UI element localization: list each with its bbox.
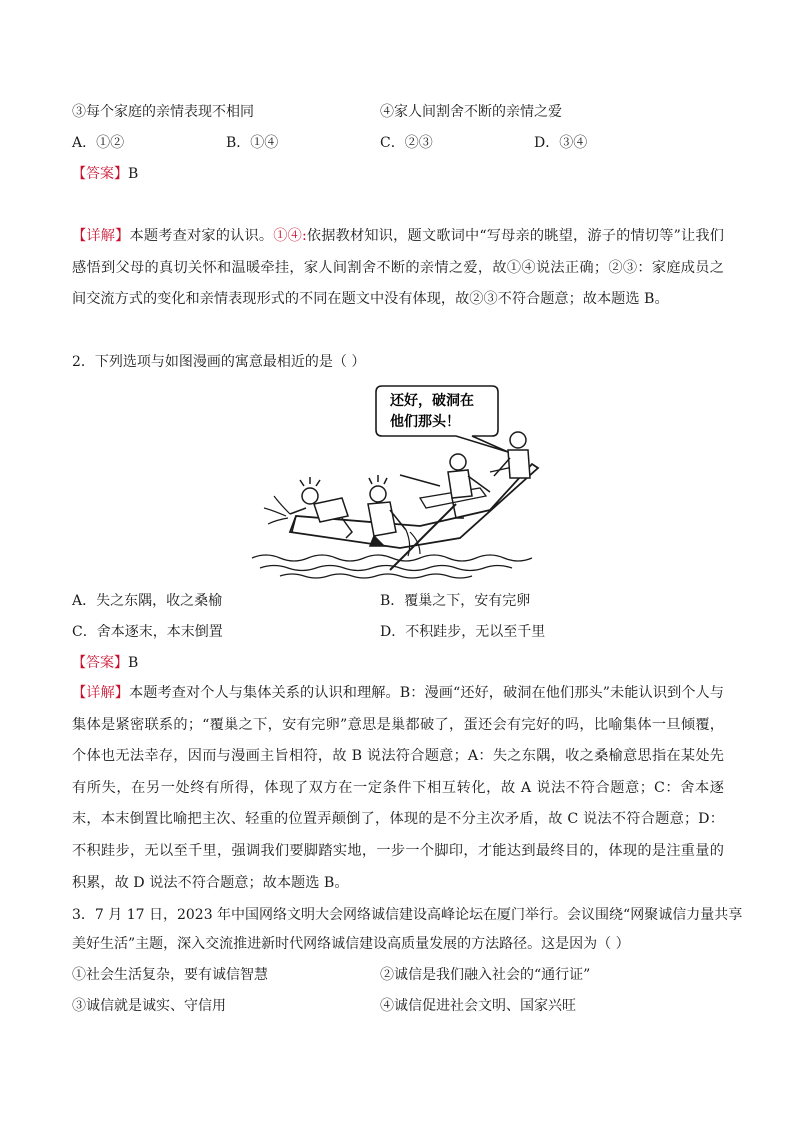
q2-stem: 2．下列选项与如图漫画的寓意最相近的是（ ） (72, 354, 366, 370)
q3-option-3: ③诚信就是诚实、守信用 (72, 998, 226, 1014)
detail-rest: 依据教材知识，题文歌词中“写母亲的眺望，游子的情切等”让我们感悟到父母的真切关怀和温暖牵挂，家人间割舍不断的亲情之爱，故①④说法正确；②③：家庭成员之间交流方式的变化和亲情表现形式的不同在题文中没有体现，故②③不符合题意；故本题选 B。 (72, 228, 724, 308)
detail-label: 【详解】 (72, 685, 129, 701)
q3-stem-line1: 3．7 月 17 日，2023 年中国网络文明大会网络诚信建设高峰论坛在厦门举行。会议围绕“网聚诚信力量共享 (72, 907, 743, 923)
person-rowing (448, 454, 490, 518)
q2-option-c: C．舍本逐末，本末倒置 (72, 624, 223, 640)
boat-cartoon-image (250, 380, 545, 580)
q1-choice-b: B．①④ (226, 135, 279, 151)
answer-label: 【答案】 (72, 655, 128, 671)
q3-stem-line2: 美好生活”主题，深入交流推进新时代网络诚信建设高质量发展的方法路径。这是因为（ ） (72, 936, 630, 952)
q3-option-1: ①社会生活复杂，要有诚信智慧 (72, 967, 268, 983)
q2-detail (72, 678, 724, 899)
q1-choice-d: D．③④ (534, 135, 588, 151)
q1-detail (72, 221, 724, 316)
answer-label: 【答案】 (72, 166, 128, 182)
detail-marker: ①④: (273, 228, 307, 244)
person-speaking (494, 432, 530, 478)
water-splash-left (264, 496, 290, 524)
q1-answer (72, 164, 138, 184)
detail-text: 本题考查对个人与集体关系的认识和理解。B：漫画“还好，破洞在他们那头”未能认识到个人与集体是紧密联系的；“覆巢之下，安有完卵”意思是巢都破了，蛋还会有完好的吗，比喻集体一旦倾覆，个体也无法幸存，因而与漫画主旨相符，故 B 说法符合题意；A：失之东隅，收之桑榆意思指在某处先有所失，在另一处终有所得，体现了双方在一定条件下相互转化，故 A 说法不符合题意；C：舍本逐末，本末倒置比喻把主次、轻重的位置弄颠倒了，体现的是不分主次矛盾，故 C 说法不符合题意；D：不积跬步，无以至千里，强调我们要脚踏实地，一步一个脚印，才能达到最终目的，体现的是注重量的积累，故 D 说法不符合题意；故本题选 B。 (72, 685, 724, 891)
speech-text-line1: 还好，破洞在 (390, 393, 474, 409)
water-waves (252, 555, 532, 578)
q2-option-b: B．覆巢之下，安有完卵 (380, 593, 531, 609)
q1-choice-c: C．②③ (380, 135, 433, 151)
q1-choice-a: A．①② (72, 135, 125, 151)
q3-option-4: ④诚信促进社会文明、国家兴旺 (380, 998, 576, 1014)
detail-intro: 本题考查对家的认识。 (129, 228, 274, 244)
answer-value: B (128, 166, 139, 182)
speech-text-line2: 他们那头！ (390, 414, 460, 430)
q1-option-4: ④家人间割舍不断的亲情之爱 (380, 104, 562, 120)
q2-answer (72, 653, 138, 673)
q3-option-2: ②诚信是我们融入社会的“通行证” (380, 967, 591, 983)
q1-option-3: ③每个家庭的亲情表现不相同 (72, 104, 254, 120)
detail-label: 【详解】 (72, 228, 130, 244)
answer-value: B (128, 655, 139, 671)
q2-option-a: A．失之东隅，收之桑榆 (72, 593, 223, 609)
q2-option-d: D．不积跬步，无以至千里 (380, 624, 546, 640)
